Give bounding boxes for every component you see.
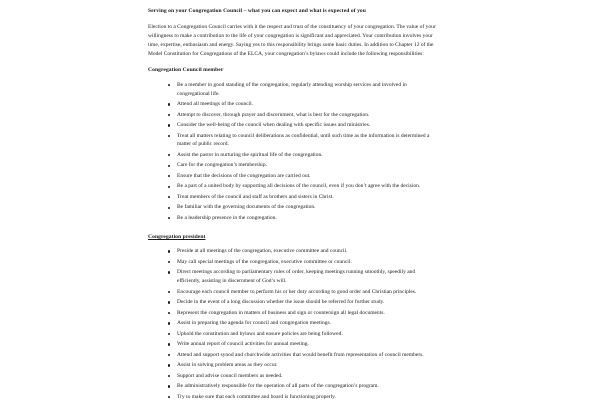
list-item: Direct meetings according to parliamentary rules of order, keeping meetings running smoothly, speedily and efficiently, assisting in discernment of God’s will. bbox=[168, 268, 440, 286]
list-item: Uphold the constitution and bylaws and ensure policies are being followed. bbox=[168, 330, 440, 339]
list-item: Represent the congregation in matters of business and sign or countersign all legal documents. bbox=[168, 309, 440, 318]
list-item: Treat all matters relating to council deliberations as confidential, until such time as the information is determined a matter of public record. bbox=[168, 132, 440, 150]
list-item: Attend and support synod and churchwide activities that would benefit from representation of council members. bbox=[168, 351, 440, 360]
section-heading-president: Congregation president bbox=[148, 233, 206, 240]
list-item: Decide in the event of a long discussion whether the issue should be referred for further study. bbox=[168, 298, 440, 307]
list-item: Try to make sure that each committee and board is functioning properly. bbox=[168, 393, 440, 402]
list-item: Be a leadership presence in the congregation. bbox=[168, 214, 440, 223]
list-item: Be administratively responsible for the operation of all parts of the congregation’s program. bbox=[168, 382, 440, 391]
list-item: Attend all meetings of the council. bbox=[168, 100, 440, 109]
list-item: Be familiar with the governing documents of the congregation. bbox=[168, 203, 440, 212]
document-body bbox=[148, 8, 440, 407]
section-congregation-president bbox=[148, 234, 440, 402]
list-item: Write annual report of council activities for annual meeting. bbox=[168, 340, 440, 349]
list-item: Support and advise council members as needed. bbox=[168, 372, 440, 381]
list-item: Assist in solving problem areas as they occur. bbox=[168, 361, 440, 370]
list-item: Treat members of the council and staff as brothers and sisters in Christ. bbox=[168, 193, 440, 202]
intro-paragraph: Election to a Congregation Council carries with it the respect and trust of the constituency of your congregation. The value of your willingness to make a contribution to the life of your congregation is significant and appreciated. Your contribution involves your time, expertise, enthusiasm and energy. Saying yes to this responsibility brings some basic duties. In addition to Chapter 12 of the Model Constitution for Congregations of the ELCA, your congregation’s bylaws could include the following responsibilities: bbox=[148, 23, 436, 58]
bullet-list-president bbox=[148, 247, 440, 401]
list-item: Encourage each council member to perform his or her duty according to good order and Christian principles. bbox=[168, 288, 440, 297]
list-item: Attempt to discover, through prayer and discernment, what is best for the congregation. bbox=[168, 111, 440, 120]
list-item: May call special meetings of the congregation, executive committee or council. bbox=[168, 258, 440, 267]
list-item: Care for the congregation’s membership. bbox=[168, 161, 440, 170]
bullet-list-council-member bbox=[148, 81, 440, 223]
list-item: Consider the well-being of the council when dealing with specific issues and ministries. bbox=[168, 121, 440, 130]
list-item: Assist in preparing the agenda for council and congregation meetings. bbox=[168, 319, 440, 328]
list-item: Assist the pastor in nurturing the spiritual life of the congregation. bbox=[168, 151, 440, 160]
list-item: Be a member in good standing of the congregation, regularly attending worship services and involved in congregational life. bbox=[168, 81, 440, 99]
page-title: Serving on your Congregation Council – what you can expect and what is expected of you bbox=[148, 8, 366, 14]
list-item: Ensure that the decisions of the congregation are carried out. bbox=[168, 172, 440, 181]
list-item: Be a part of a united body by supporting all decisions of the council, even if you don’t agree with the decision. bbox=[168, 182, 440, 191]
section-heading-council-member: Congregation Council member bbox=[148, 67, 224, 74]
list-item: Preside at all meetings of the congregation, executive committee and council. bbox=[168, 247, 440, 256]
section-congregation-council-member bbox=[148, 67, 440, 222]
